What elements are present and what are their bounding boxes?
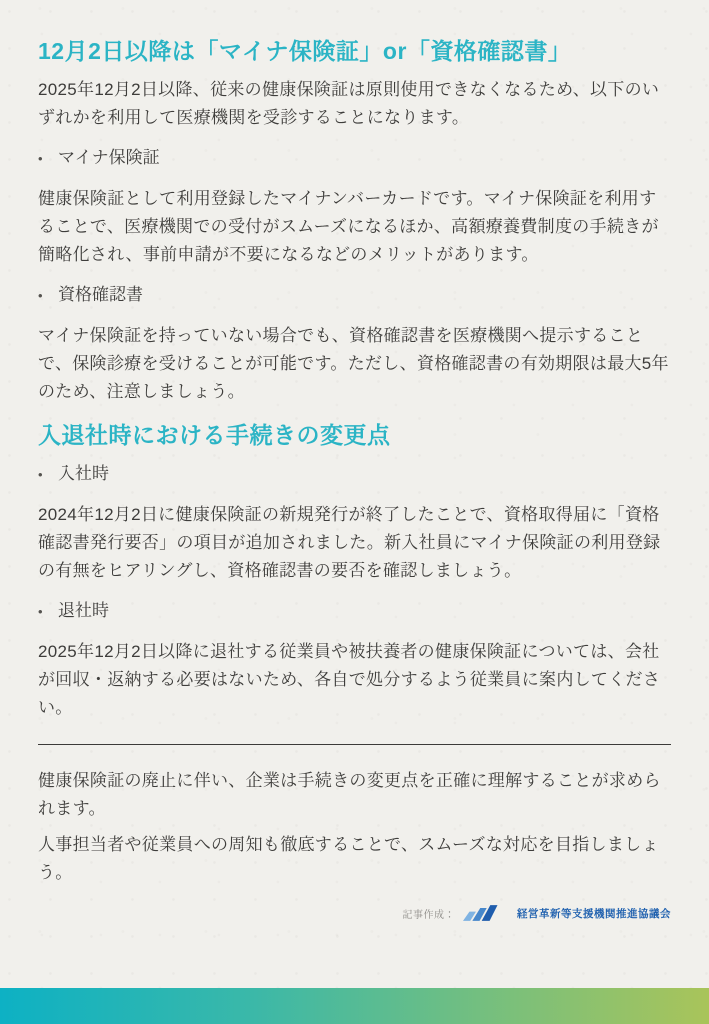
bullet-label: 退社時 <box>58 601 109 620</box>
bullet-marker-icon: • <box>38 288 43 303</box>
organization-name: 経営革新等支援機関推進協議会 <box>517 907 671 920</box>
bullet-label: 資格確認書 <box>58 285 143 304</box>
bullet-item-myna-insurance-card <box>38 144 671 173</box>
bullet-item-joining <box>38 460 671 489</box>
bullet-label: マイナ保険証 <box>58 148 160 167</box>
bullet-marker-icon: • <box>38 604 43 619</box>
bullet-marker-icon: • <box>38 467 43 482</box>
section1-paragraph-certificate: マイナ保険証を持っていない場合でも、資格確認書を医療機関へ提示することで、保険診療を受けることが可能です。ただし、資格確認書の有効期限は最大5年のため、注意しましょう。 <box>38 326 669 401</box>
section1-paragraph-myna: 健康保険証として利用登録したマイナンバーカードです。マイナ保険証を利用することで、医療機関での受付がスムーズになるほか、高額療養費制度の手続きが簡略化され、事前申請が不要になるなどのメリットがあります。 <box>38 189 659 264</box>
bullet-marker-icon: • <box>38 151 43 166</box>
closing-paragraph-2: 人事担当者や従業員への周知も徹底することで、スムーズな対応を目指しましょう。 <box>38 835 659 882</box>
footer-gradient-bar <box>0 988 709 1024</box>
bullet-item-eligibility-certificate <box>38 281 671 310</box>
section-divider <box>38 744 671 745</box>
article-credit <box>38 903 671 923</box>
bullet-item-leaving <box>38 597 671 626</box>
bullet-label: 入社時 <box>58 464 109 483</box>
closing-paragraph-1: 健康保険証の廃止に伴い、企業は手続きの変更点を正確に理解することが求められます。 <box>38 771 661 818</box>
organization-logo-icon <box>463 903 509 923</box>
section1-heading: 12月2日以降は「マイナ保険証」or「資格確認書」 <box>38 38 572 64</box>
section2-paragraph-leaving: 2025年12月2日以降に退社する従業員や被扶養者の健康保険証については、会社が回収・返納する必要はないため、各自で処分するよう従業員に案内してください。 <box>38 642 661 717</box>
credit-label: 記事作成： <box>402 909 455 921</box>
section2-heading: 入退社時における手続きの変更点 <box>38 422 391 448</box>
section2-paragraph-joining: 2024年12月2日に健康保険証の新規発行が終了したことで、資格取得届に「資格確認書発行要否」の項目が追加されました。新入社員にマイナ保険証の利用登録の有無をヒアリングし、資格確認書の要否を確認しましょう。 <box>38 505 661 580</box>
section1-intro-paragraph: 2025年12月2日以降、従来の健康保険証は原則使用できなくなるため、以下のいずれかを利用して医療機関を受診することになります。 <box>38 80 660 127</box>
